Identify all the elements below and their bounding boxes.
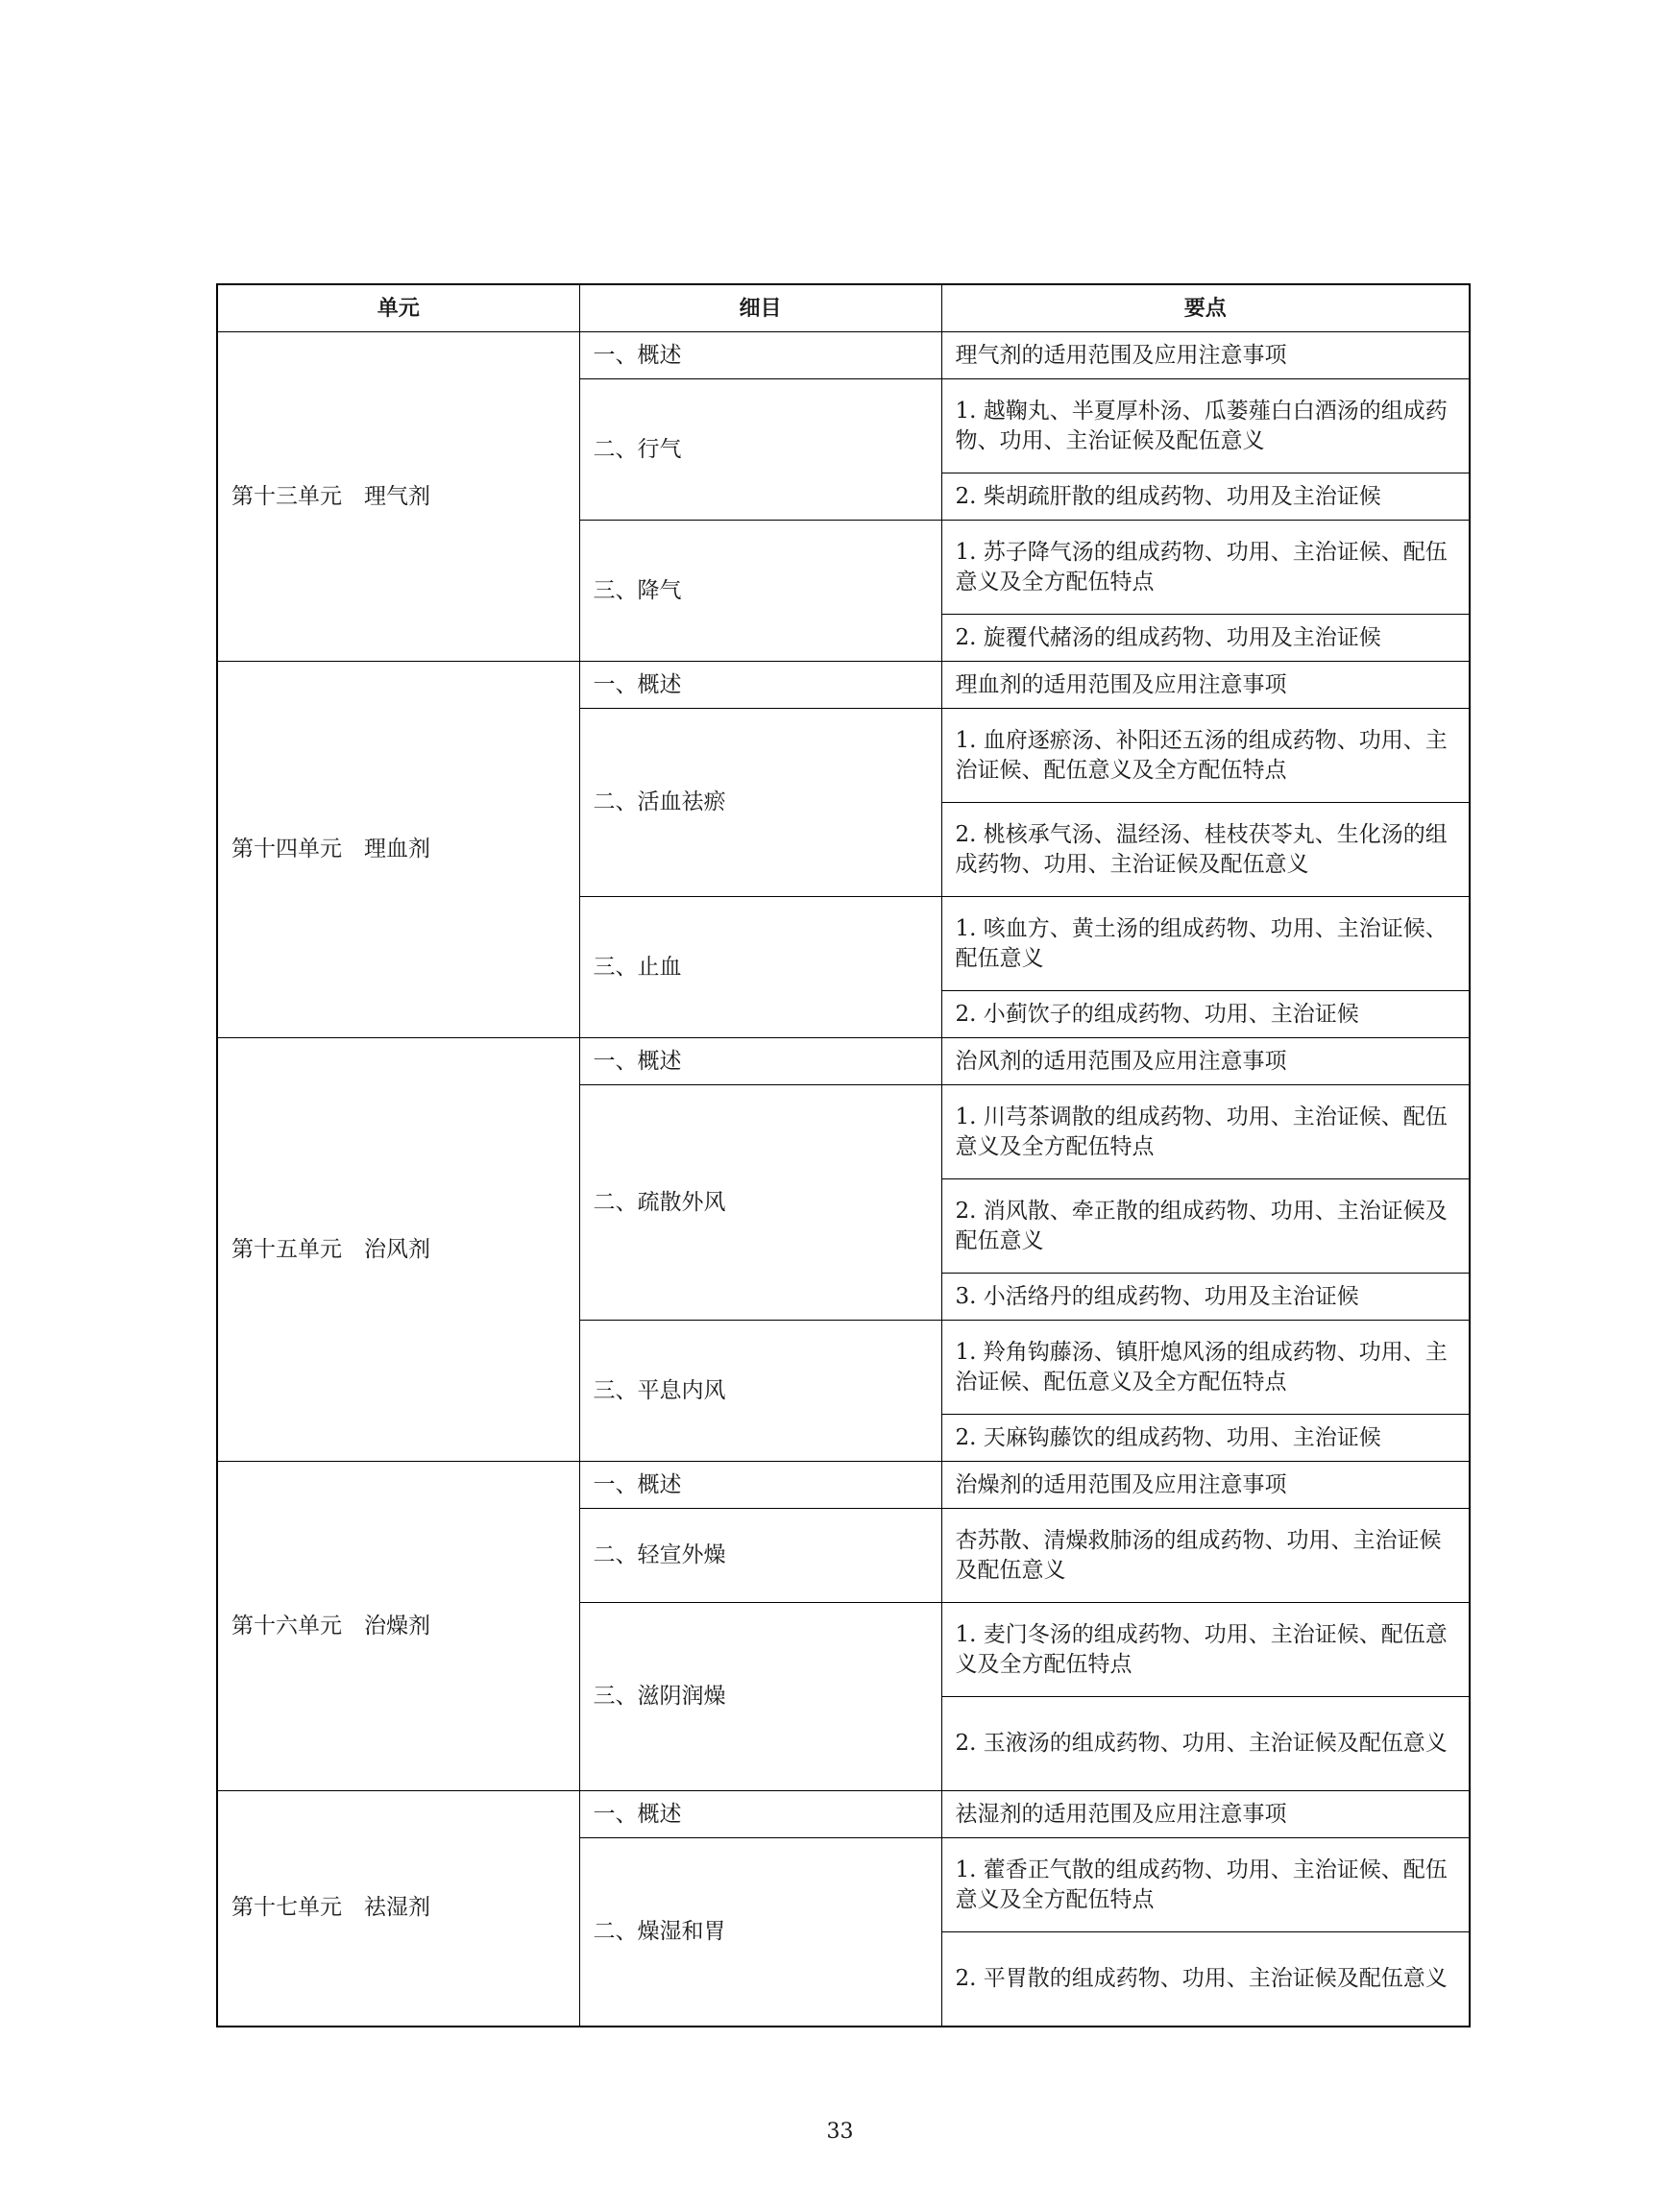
item-cell: 二、活血祛瘀 bbox=[579, 709, 941, 897]
unit-cell: 第十六单元 治燥剂 bbox=[217, 1462, 579, 1791]
header-row bbox=[217, 284, 1470, 332]
point-cell: 2. 玉液汤的组成药物、功用、主治证候及配伍意义 bbox=[941, 1697, 1470, 1791]
point-cell: 杏苏散、清燥救肺汤的组成药物、功用、主治证候及配伍意义 bbox=[941, 1509, 1470, 1603]
point-cell: 3. 小活络丹的组成药物、功用及主治证候 bbox=[941, 1274, 1470, 1321]
item-cell: 三、平息内风 bbox=[579, 1321, 941, 1462]
table-row bbox=[217, 1462, 1470, 1509]
table-row bbox=[217, 332, 1470, 379]
item-cell: 一、概述 bbox=[579, 1462, 941, 1509]
header-unit: 单元 bbox=[217, 284, 579, 332]
unit-cell: 第十七单元 祛湿剂 bbox=[217, 1791, 579, 2027]
table-row bbox=[217, 1791, 1470, 1838]
point-cell: 1. 川芎茶调散的组成药物、功用、主治证候、配伍意义及全方配伍特点 bbox=[941, 1085, 1470, 1179]
point-cell: 理血剂的适用范围及应用注意事项 bbox=[941, 662, 1470, 709]
point-cell: 治风剂的适用范围及应用注意事项 bbox=[941, 1038, 1470, 1085]
table-body bbox=[217, 332, 1470, 2027]
point-cell: 2. 小蓟饮子的组成药物、功用、主治证候 bbox=[941, 991, 1470, 1038]
point-cell: 1. 苏子降气汤的组成药物、功用、主治证候、配伍意义及全方配伍特点 bbox=[941, 521, 1470, 615]
header-item: 细目 bbox=[579, 284, 941, 332]
syllabus-table bbox=[216, 283, 1471, 2027]
point-cell: 2. 天麻钩藤饮的组成药物、功用、主治证候 bbox=[941, 1415, 1470, 1462]
header-point: 要点 bbox=[941, 284, 1470, 332]
item-cell: 三、滋阴润燥 bbox=[579, 1603, 941, 1791]
item-cell: 一、概述 bbox=[579, 1038, 941, 1085]
point-cell: 2. 平胃散的组成药物、功用、主治证候及配伍意义 bbox=[941, 1932, 1470, 2027]
table-row bbox=[217, 1038, 1470, 1085]
item-cell: 二、轻宣外燥 bbox=[579, 1509, 941, 1603]
item-cell: 二、行气 bbox=[579, 379, 941, 521]
point-cell: 1. 羚角钩藤汤、镇肝熄风汤的组成药物、功用、主治证候、配伍意义及全方配伍特点 bbox=[941, 1321, 1470, 1415]
item-cell: 一、概述 bbox=[579, 332, 941, 379]
unit-cell: 第十四单元 理血剂 bbox=[217, 662, 579, 1038]
point-cell: 2. 消风散、牵正散的组成药物、功用、主治证候及配伍意义 bbox=[941, 1179, 1470, 1274]
point-cell: 2. 柴胡疏肝散的组成药物、功用及主治证候 bbox=[941, 473, 1470, 521]
point-cell: 1. 越鞠丸、半夏厚朴汤、瓜蒌薤白白酒汤的组成药物、功用、主治证候及配伍意义 bbox=[941, 379, 1470, 473]
point-cell: 1. 麦门冬汤的组成药物、功用、主治证候、配伍意义及全方配伍特点 bbox=[941, 1603, 1470, 1697]
point-cell: 祛湿剂的适用范围及应用注意事项 bbox=[941, 1791, 1470, 1838]
item-cell: 二、燥湿和胃 bbox=[579, 1838, 941, 2027]
item-cell: 一、概述 bbox=[579, 1791, 941, 1838]
page-number: 33 bbox=[826, 2120, 854, 2144]
item-cell: 三、止血 bbox=[579, 897, 941, 1038]
point-cell: 治燥剂的适用范围及应用注意事项 bbox=[941, 1462, 1470, 1509]
table-row bbox=[217, 662, 1470, 709]
item-cell: 二、疏散外风 bbox=[579, 1085, 941, 1321]
unit-cell: 第十五单元 治风剂 bbox=[217, 1038, 579, 1462]
item-cell: 三、降气 bbox=[579, 521, 941, 662]
item-cell: 一、概述 bbox=[579, 662, 941, 709]
point-cell: 1. 血府逐瘀汤、补阳还五汤的组成药物、功用、主治证候、配伍意义及全方配伍特点 bbox=[941, 709, 1470, 803]
point-cell: 理气剂的适用范围及应用注意事项 bbox=[941, 332, 1470, 379]
point-cell: 2. 桃核承气汤、温经汤、桂枝茯苓丸、生化汤的组成药物、功用、主治证候及配伍意义 bbox=[941, 803, 1470, 897]
point-cell: 1. 咳血方、黄土汤的组成药物、功用、主治证候、配伍意义 bbox=[941, 897, 1470, 991]
point-cell: 1. 藿香正气散的组成药物、功用、主治证候、配伍意义及全方配伍特点 bbox=[941, 1838, 1470, 1932]
point-cell: 2. 旋覆代赭汤的组成药物、功用及主治证候 bbox=[941, 615, 1470, 662]
unit-cell: 第十三单元 理气剂 bbox=[217, 332, 579, 662]
